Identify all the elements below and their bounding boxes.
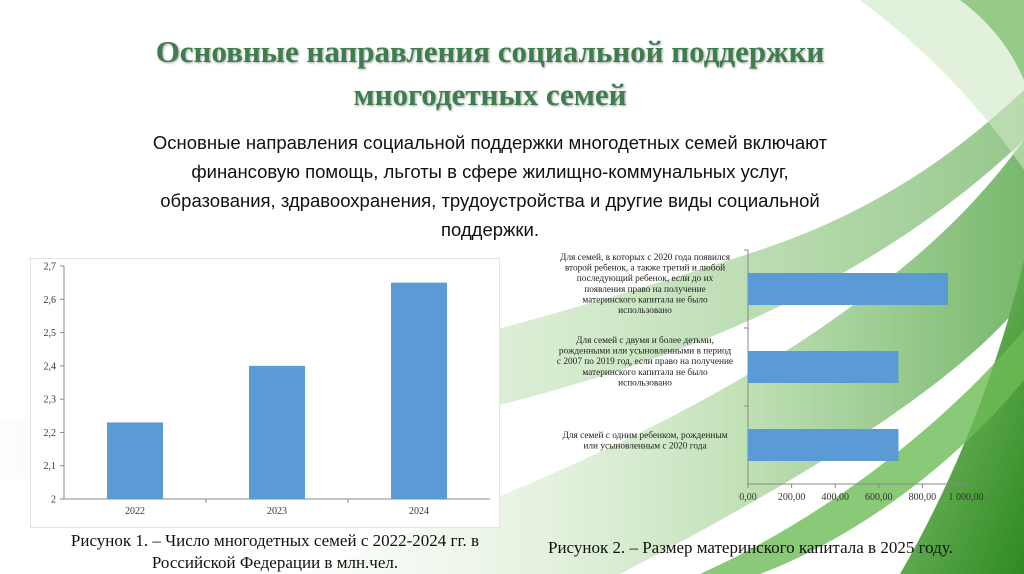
hbar-2 <box>748 351 898 383</box>
hbar-1 <box>748 273 948 305</box>
x-tick-label: 2023 <box>267 506 287 517</box>
x-tick-label: 0,00 <box>739 492 757 503</box>
category-label-line: второй ребенок, а также третий и любой <box>564 263 726 274</box>
x-tick-label: 1 000,00 <box>948 492 984 503</box>
category-label-line: материнского капитала не было <box>582 367 708 378</box>
hbar-3 <box>748 429 898 461</box>
x-tick-label: 200,00 <box>777 492 806 503</box>
bar-2022 <box>107 422 163 499</box>
category-label-line: последующий ребенок, если до их <box>576 274 714 285</box>
figure2-caption: Рисунок 2. – Размер материнского капитала в 2025 году. <box>548 538 953 557</box>
category-label-line: или усыновленным с 2020 года <box>583 441 707 452</box>
body-line2: финансовую помощь, льготы в сфере жилищно-коммунальных услуг, <box>191 161 789 182</box>
y-tick-label: 2,4 <box>43 361 56 373</box>
y-tick-label: 2,7 <box>43 261 56 273</box>
x-tick-label: 2024 <box>409 506 429 517</box>
category-label-line: использовано <box>618 378 672 389</box>
slide-title <box>60 30 920 116</box>
x-tick-label: 800,00 <box>908 492 937 503</box>
category-label-line: материнского капитала не было <box>582 295 708 306</box>
y-tick-label: 2,3 <box>43 394 56 406</box>
x-tick-label: 2022 <box>125 506 145 517</box>
category-label-line: появления право на получение <box>584 284 706 295</box>
y-tick-label: 2,2 <box>43 427 56 439</box>
x-tick-label: 400,00 <box>821 492 849 503</box>
slide-title-line1: Основные направления социальной поддержки <box>155 34 825 69</box>
body-line4: поддержки. <box>440 219 539 240</box>
bar-2024 <box>391 283 447 499</box>
slide-body-text <box>95 128 885 244</box>
body-line1: Основные направления социальной поддержки многодетных семей включают <box>152 132 828 153</box>
category-label-line: использовано <box>618 306 672 316</box>
figure1-caption-line2: Российской Федерации в млн.чел. <box>151 553 399 572</box>
body-line3: образования, здравоохранения, трудоустройства и другие виды социальной <box>160 190 820 211</box>
category-label-line: Для семей с двумя и более детьми, <box>576 336 714 346</box>
bar-2023 <box>249 366 305 499</box>
y-tick-label: 2 <box>51 494 56 506</box>
slide-title-line2: многодетных семей <box>353 77 627 112</box>
figure1-caption-line1: Рисунок 1. – Число многодетных семей с 2022-2024 гг. в <box>70 531 480 550</box>
maternity-capital-bar-chart <box>535 248 985 504</box>
category-label-line: Для семей с одним ребенком, рожденным <box>562 431 728 441</box>
y-tick-label: 2,1 <box>43 461 56 473</box>
category-label-line: Для семей, в которых с 2020 года появился <box>560 253 730 263</box>
y-tick-label: 2,5 <box>43 328 56 340</box>
families-count-bar-chart <box>30 258 500 528</box>
figure1-caption <box>30 530 520 574</box>
x-tick-label: 600,00 <box>865 492 893 503</box>
category-label-line: рожденными или усыновленными в период <box>558 346 732 357</box>
category-label-line: с 2007 по 2019 год, если право на получение <box>556 357 734 368</box>
y-tick-label: 2,6 <box>43 294 56 306</box>
